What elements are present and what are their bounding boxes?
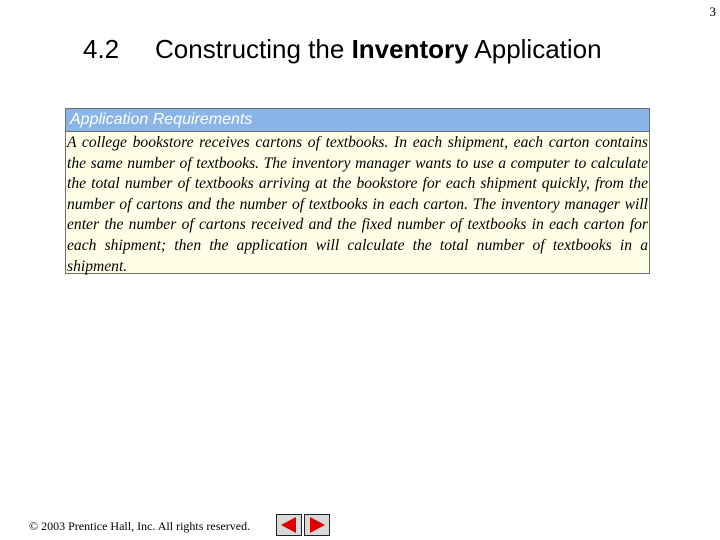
previous-slide-icon — [277, 515, 301, 535]
next-slide-button[interactable] — [304, 514, 330, 536]
copyright-notice: © 2003 Prentice Hall, Inc. All rights reserved. — [29, 519, 251, 533]
requirements-body: A college bookstore receives cartons of textbooks. In each shipment, each carton contains the same number of textbooks. The inventory manager wants to use a computer to calculate the total number of textbooks arriving at the bookstore for each shipment quickly, from the number of cartons and the number of textbooks in each carton. The inventory manager will enter the number of cartons received and the fixed number of textbooks in each carton for each shipment; then the application will calculate the total number of textbooks in a shipment. — [67, 134, 648, 275]
next-slide-icon — [305, 515, 329, 535]
requirements-heading: Application Requirements — [66, 109, 649, 132]
application-requirements-box — [65, 108, 650, 274]
slide-title — [155, 34, 602, 65]
previous-slide-button[interactable] — [276, 514, 302, 536]
page-number: 3 — [709, 4, 716, 19]
title-prefix: Constructing the — [155, 34, 345, 64]
title-bold-word: Inventory — [351, 34, 469, 64]
title-suffix: Application — [474, 34, 602, 64]
section-number: 4.2 — [83, 34, 120, 64]
